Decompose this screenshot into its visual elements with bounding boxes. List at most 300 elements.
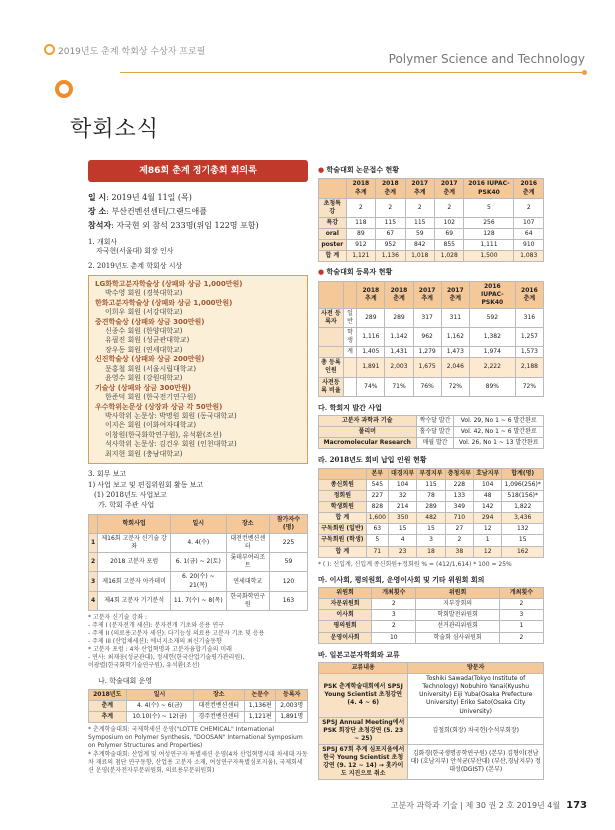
award-recipient: 신종수 회원 (한양대학교) [105,327,183,336]
award-recipient: 장우동 회원 (연세대학교) [105,345,183,354]
table-header-cell: 2017 춘계 [435,179,464,198]
table-cell: 1,822 [502,502,544,513]
table-cell: 316 [515,308,543,327]
table-cell: 5 [464,198,514,217]
table-row [319,610,544,621]
table-header-cell: 2017 춘계 [441,281,469,308]
award-heading: 우수학위논문상 (상장과 상금 각 50만원) [95,402,223,411]
table-header-cell: 2016 IUPAC-PSK40 [464,179,514,198]
note-line: - 주제 I (분자전개 세션): 분자전개 기초와 응용 연구 [88,621,225,629]
table-cell: 홀수달 발간 [416,427,454,438]
table-cell: 1,500 [464,251,514,262]
table-cell: 연세대학교 [226,572,269,591]
registrants-table [318,281,544,397]
table-header-cell: 일시 [126,689,193,700]
table-cell: 합 계 [319,513,367,524]
header-right: Polymer Science and Technology [388,52,585,66]
table-row [319,599,544,610]
table-row [319,717,544,744]
table-cell: 78 [417,491,445,502]
table-cell: 828 [366,502,388,513]
table-header-cell [319,468,367,479]
footer-text: 고분자 과학과 기술 | 제 30 권 2 호 2019년 4월 [390,801,561,810]
table-cell: 한국화학연구원 [226,591,269,610]
table-cell: 합 계 [319,251,347,262]
table-header-cell: 일시 [171,514,227,533]
table-header-cell: 등록자 [276,689,308,700]
award-heading: 한화고분자학술상 (상패와 상금 1,000만원) [95,298,233,307]
table-cell: 1,142 [385,328,413,347]
meta-row [88,206,308,218]
table-cell: 910 [514,240,544,251]
table-cell: 10 [372,632,416,643]
table-cell: 1,405 [357,347,385,358]
table-row [319,427,544,438]
table-cell: 133 [445,491,473,502]
table-row [319,674,544,717]
meta-key: 일 시 [88,192,107,203]
section-3d: 나. 학술대회 운영 [98,676,153,685]
table-cell: 1,136 [376,251,405,262]
header-left: 2019년도 춘계 학회상 수상자 프로필 [44,44,205,57]
award-recipient: 박사학위 논문상: 박명원 회원 (동국대학교) [105,411,237,420]
table-cell: 합 계 [319,546,367,557]
table-header-row [319,281,544,308]
award-heading: LG화학고분자학술상 (상패와 상금 1,000만원) [95,279,243,288]
table-cell: 사전 등록자 [319,308,344,327]
table-cell: 18 [417,546,445,557]
dues-title: 라. 2018년도 회비 납입 인원 현황 [318,455,427,465]
table-row [319,251,544,262]
table-cell: 1,279 [413,347,441,358]
table-cell: 64 [514,228,544,239]
table-cell: 48 [474,491,502,502]
table-cell: 3 [499,610,543,621]
table-cell [319,328,344,347]
table-cell: 학생 [343,328,356,347]
table-header-cell: 개최횟수 [372,588,416,599]
table-cell: 38 [445,546,473,557]
conference-table [88,689,308,723]
table-cell: 2 [89,553,98,572]
note-line: - 주제 II (의료용고분자 세션): 다기능성 의료용 고분자 기초 및 응용 [88,630,265,638]
table-header-row [319,588,544,599]
award-recipient: 한준덕 회원 (한국전기연구원) [105,393,197,402]
table-cell: 김철희(회장) 차국헌(수석부회장) [408,717,544,744]
table-cell: 27 [445,524,473,535]
table-row [89,572,308,591]
award-recipient: 이희우 회원 (서강대학교) [105,308,183,317]
table-cell: 롯데부여리조트 [226,553,269,572]
table-cell: 1,600 [366,513,388,524]
table-cell: 2018 고분자 포럼 [98,553,171,572]
table-row [319,632,544,643]
table-cell: 이사회 [319,610,372,621]
header-rule [120,72,585,73]
table-header-cell: 2016 춘계 [514,179,544,198]
table-cell: 평의원회 [319,621,372,632]
table-header-cell: 방문자 [408,663,544,674]
table-row [319,491,544,502]
table-cell: 2 [405,198,434,217]
table-cell: 350 [388,513,416,524]
right-column [318,160,544,783]
table-cell: 일반 [343,308,356,327]
papers-title: ● 학술대회 논문접수 현황 [318,166,544,175]
table-row [319,228,544,239]
table-cell: 2 [376,198,405,217]
table-cell: 294 [474,513,502,524]
table-cell: 2,222 [469,358,515,377]
table-cell: 1,162 [441,328,469,347]
table-row [319,328,544,347]
table-cell: 132 [502,524,544,535]
meetings-title: 마. 이사회, 평의원회, 운영이사회 및 기타 위원회 회의 [318,574,485,584]
table-cell: 104 [474,480,502,491]
table-cell: 59 [405,228,434,239]
table-cell: 118 [346,217,375,228]
table-header-cell: 장소 [193,689,244,700]
table-cell: 계 [343,347,356,358]
table-header-cell: 2018 추계 [357,281,385,308]
table-cell: 2 [445,535,473,546]
note-line: 이광렬(한국화학기술연구원), 유석환(조선) [88,662,200,670]
table-row [319,621,544,632]
meta-row [88,220,308,232]
note-line: * 춘계학술대회: 국제학세션 운영("LOTTE CHEMICAL" International Symposium on Polymer Synthesis, "DOOSAN" International Symposium on Polymer Structures and Properties) [88,726,303,750]
award-heading: 중견학술상 (상패와 상금 300만원) [95,317,205,326]
table-cell: 4 [388,535,416,546]
table-cell: 대전컨벤션센터 [193,701,244,712]
table-cell: 115 [376,217,405,228]
award-recipient: 석사학위 논문상: 김건우 회원 (인천대학교) [105,440,237,449]
table-cell: 10.10(수) ~ 12(금) [126,712,193,723]
table-cell: 고분자 과학과 기술 [319,416,417,427]
table-cell: 1,431 [385,347,413,358]
table-cell: 59 [269,553,307,572]
table-cell: 1 [474,535,502,546]
table-row [89,553,308,572]
meetings-table [318,587,544,643]
table-row [319,347,544,358]
table-header-cell: 2018년도 [89,689,127,700]
table-cell: 운영이사회 [319,632,372,643]
award-recipient: 문홍철 회원 (서울시립대학교) [105,364,197,373]
table-cell: 매월 발간 [416,438,454,449]
table-cell: Vol. 29, No 1 ~ 6 발간완료 [454,416,544,427]
table-cell: 227 [366,491,388,502]
table-cell: 1 [499,621,543,632]
table-cell: 15 [417,524,445,535]
table-cell: 482 [417,513,445,524]
table-header-cell: 장소 [226,514,269,533]
table-cell: 폴리머 [319,427,417,438]
table-cell: 115 [405,217,434,228]
table-cell: 1,028 [435,251,464,262]
table-header-row [319,663,544,674]
table-cell: 정회원 [319,491,367,502]
table-cell: 제4회 고분자 기기분석 [98,591,171,610]
table-cell: 5 [366,535,388,546]
table-cell: 1,136편 [244,701,276,712]
table-cell: 3 [417,535,445,546]
table-cell [319,347,344,358]
table-cell: 23 [388,546,416,557]
table-cell: 15 [388,524,416,535]
table-cell: 6. 20(수) ~ 21(목) [171,572,227,591]
table-cell: 74% [357,377,385,396]
table-row [89,534,308,553]
table-cell: oral [319,228,347,239]
table-cell: 214 [388,502,416,513]
table-cell: 1,018 [405,251,434,262]
table-cell: 1,096(256)* [502,480,544,491]
table-cell: Toshiki Sawada(Tokyo Institute of Technology) Nobuhiro Yanai(Kyushu University) Eiji Yuba(Osaka Prefecture University) Eriko Sato(Osaka City University) [408,674,544,717]
table-header-row [89,514,308,533]
award-recipient: 박수영 회원 (경북대학교) [105,289,183,298]
table-cell: 2 [372,621,416,632]
table-cell: 349 [445,502,473,513]
note-line: - 주제 III (산업체세션): 에너지소재의 최신기술동향 [88,638,222,646]
table-cell: 1,891 [357,358,385,377]
table-header-cell: 참가자수(명) [269,514,307,533]
table-header-row [319,468,544,479]
table-cell: 289 [417,502,445,513]
table-cell: 228 [445,480,473,491]
table-cell: 1,473 [441,347,469,358]
table-header-cell: 2018 춘계 [385,281,413,308]
table-cell: 3 [89,572,98,591]
section-3b: (1) 2018년도 사업보고 [94,491,167,500]
table-cell: 115 [417,480,445,491]
table-cell: 총 등록인원 [319,358,344,377]
table-cell: 69 [435,228,464,239]
table-cell: Macromolecular Research [319,438,417,449]
table-cell: 3 [372,610,416,621]
table-cell: 경주컨벤션센터 [193,712,244,723]
table-cell: 912 [346,240,375,251]
award-recipient: 최지현 회원 (충남대학교) [105,449,183,458]
award-heading: 기술상 (상패와 상금 300만원) [95,383,191,392]
table-cell: 제16회 고분자 신기술 강좌 [98,534,171,553]
left-column [88,160,308,775]
table-cell: 2 [499,632,543,643]
table-cell: 72% [515,377,543,396]
table-cell: 71% [385,377,413,396]
table-cell: 225 [269,534,307,553]
table-cell: 32 [388,491,416,502]
table-cell: 289 [357,308,385,327]
table-cell: 종신회원 [319,480,367,491]
table-cell: 1,573 [515,347,543,358]
table-header-cell: 본부 [366,468,388,479]
table-cell: 15 [502,535,544,546]
meta-value: : 부산컨벤션센터/그랜드애플 [106,206,207,216]
table-header-row [89,689,308,700]
table-row [319,377,544,396]
meta-key: 장 소 [88,205,107,216]
conference-notes [88,726,308,775]
table-header-cell: 2018 춘계 [376,179,405,198]
table-header-cell: 교류내용 [319,663,408,674]
journal-title: 다. 학회지 발간 사업 [318,402,382,412]
table-cell: Vol. 42, No 1 ~ 6 발간완료 [454,427,544,438]
table-cell: 67 [376,228,405,239]
table-row [319,308,544,327]
journal-table [318,415,544,449]
footer [391,800,587,811]
table-row [319,217,544,228]
page-number: 173 [566,800,587,811]
table-row [319,438,544,449]
table-cell: 자문위원회 [319,599,372,610]
table-cell: 72% [441,377,469,396]
award-recipient: 이창원(한국화학연구원), 유석환(조선) [105,430,222,439]
table-header-cell [343,281,356,308]
table-cell: 2 [435,198,464,217]
table-cell: 76% [413,377,441,396]
table-cell: 289 [385,308,413,327]
award-recipient: 이지은 회원 (이화여자대학교) [105,421,197,430]
table-cell: 1,083 [514,251,544,262]
note-line: * 추계학술대회: 산업계 및 여성연구자 특별세션 운영(4차 산업혁명시대 차세대 자동차 재료의 첨단 연구동향, 산업용 고분자 소재, 여성연구자특별심포지움), 국제회세션 운영(분자전자부문위원회, 의료용부문위원회) [88,750,308,774]
table-cell: 2 [499,599,543,610]
table-header-cell: 호남지부 [474,468,502,479]
table-header-cell: 위원회 [416,588,499,599]
table-row [319,535,544,546]
table-header-cell: 합계(명) [502,468,544,479]
meeting-banner: 제86회 춘계 정기총회 회의록 [88,160,308,182]
table-cell: 1,891명 [276,712,308,723]
table-cell: 962 [413,328,441,347]
note-line: * 고분자 신기술 강좌 : [88,613,148,621]
meta-value: : 자국현 외 참석 233명(위임 122명 포함) [111,220,259,230]
table-cell: 545 [366,480,388,491]
section-3: 3. 회무 보고 [88,470,127,479]
award-recipient: 유필진 회원 (성균관대학교) [105,336,190,345]
table-cell: 2 [514,198,544,217]
section-2: 2. 2019년도 춘계 학회상 시상 [88,262,183,271]
table-cell: 1,116 [357,328,385,347]
page-title: 학회소식 [70,117,160,142]
table-header-cell: 2018 추계 [346,179,375,198]
table-cell: 짝수달 발간 [416,416,454,427]
table-cell: 311 [441,308,469,327]
table-row [319,240,544,251]
table-cell: 1,382 [469,328,515,347]
award-heading: 신진학술상 (상패와 상금 200만원) [95,355,205,364]
table-cell: SPSJ Annual Meeting에서 PSK 회장단 초청강연 (5. 23 ~ 25) [319,717,408,744]
section-1-text: 자국현(서울대) 회장 인사 [96,246,174,255]
table-cell: 107 [514,217,544,228]
events-notes [88,614,308,671]
table-header-cell: 2016 춘계 [515,281,543,308]
table-cell: 71 [366,546,388,557]
table-cell: 선거관리위원회 [416,621,499,632]
table-header-cell [89,514,98,533]
table-cell: 2,188 [515,358,543,377]
table-row [319,198,544,217]
table-cell: 1,121 [346,251,375,262]
table-cell: 추계 [89,712,127,723]
dues-note: * ( ): 신입계, 신입계 종신회원+정회원 % = (412/1,614) * 100 = 25% [318,560,512,568]
table-cell: 김화경(한국생명공학연구원) (본부) 김형이(전남대) (호남지부) 안석균(부산대) (부산,경남지부) 정대성(DGIST) (본부) [408,744,544,779]
table-row [319,358,544,377]
table-header-row [319,179,544,198]
table-header-cell: 논문수 [244,689,276,700]
table-row [319,524,544,535]
table-cell: 1,675 [413,358,441,377]
table-cell: 2 [346,198,375,217]
table-cell: 592 [469,308,515,327]
section-1: 1. 개회사 [88,237,118,246]
table-header-cell [319,281,344,308]
table-cell [343,358,356,377]
table-cell: 162 [502,546,544,557]
table-cell: 특강 [319,217,347,228]
table-cell: SPSJ 67회 추계 심포지움에서 한국 Young Scientist 초청강연 (9. 12 ~ 14) → 홋카이도 지진으로 취소 [319,744,408,779]
table-cell: 4 [89,591,98,610]
table-header-cell: 2017 추계 [413,281,441,308]
table-cell: 128 [464,228,514,239]
table-cell: 학회발전위원회 [416,610,499,621]
table-cell: 제16회 고분자 아카데미 [98,572,171,591]
table-cell [343,377,356,396]
exchange-table [318,662,544,780]
table-cell: 12 [474,546,502,557]
table-cell: 104 [388,480,416,491]
table-cell: 952 [376,240,405,251]
table-cell: 지부장회의 [416,599,499,610]
table-cell: 120 [269,572,307,591]
table-header-cell [319,179,347,198]
meta-key: 참석자 [88,219,112,230]
ring-icon [55,80,73,98]
table-cell: 89% [469,377,515,396]
table-row [319,546,544,557]
note-line: * 고분자 포럼 : 4차 산업혁명과 고분자융합기술의 미래 [88,646,232,654]
table-cell: 12 [474,524,502,535]
table-cell: 춘계 [89,701,127,712]
table-cell: 63 [366,524,388,535]
table-cell: 2,003명 [276,701,308,712]
table-cell: 710 [445,513,473,524]
table-row [319,744,544,779]
table-cell: 855 [435,240,464,251]
papers-table [318,178,544,262]
table-cell: poster [319,240,347,251]
table-cell: 1,121편 [244,712,276,723]
table-cell: 1,974 [469,347,515,358]
table-cell: 518(156)* [502,491,544,502]
table-cell: 학술회 심사위원회 [416,632,499,643]
table-cell: 구독회원 (일반) [319,524,367,535]
meta-value: : 2019년 4월 11일 (목) [106,193,192,203]
table-header-cell: 부경지부 [417,468,445,479]
table-row [89,701,308,712]
award-recipient: 윤영수 회원 (강원대학교) [105,374,183,383]
table-header-cell: 대경지부 [388,468,416,479]
table-row [319,480,544,491]
table-cell: 89 [346,228,375,239]
table-cell: 1,257 [515,328,543,347]
table-cell: 3,436 [502,513,544,524]
dues-table [318,468,544,558]
table-cell: 11. 7(수) ~ 8(목) [171,591,227,610]
table-cell: 6. 1(금) ~ 2(토) [171,553,227,572]
table-row [319,513,544,524]
table-cell: 4. 4(수) ~ 6(금) [126,701,193,712]
